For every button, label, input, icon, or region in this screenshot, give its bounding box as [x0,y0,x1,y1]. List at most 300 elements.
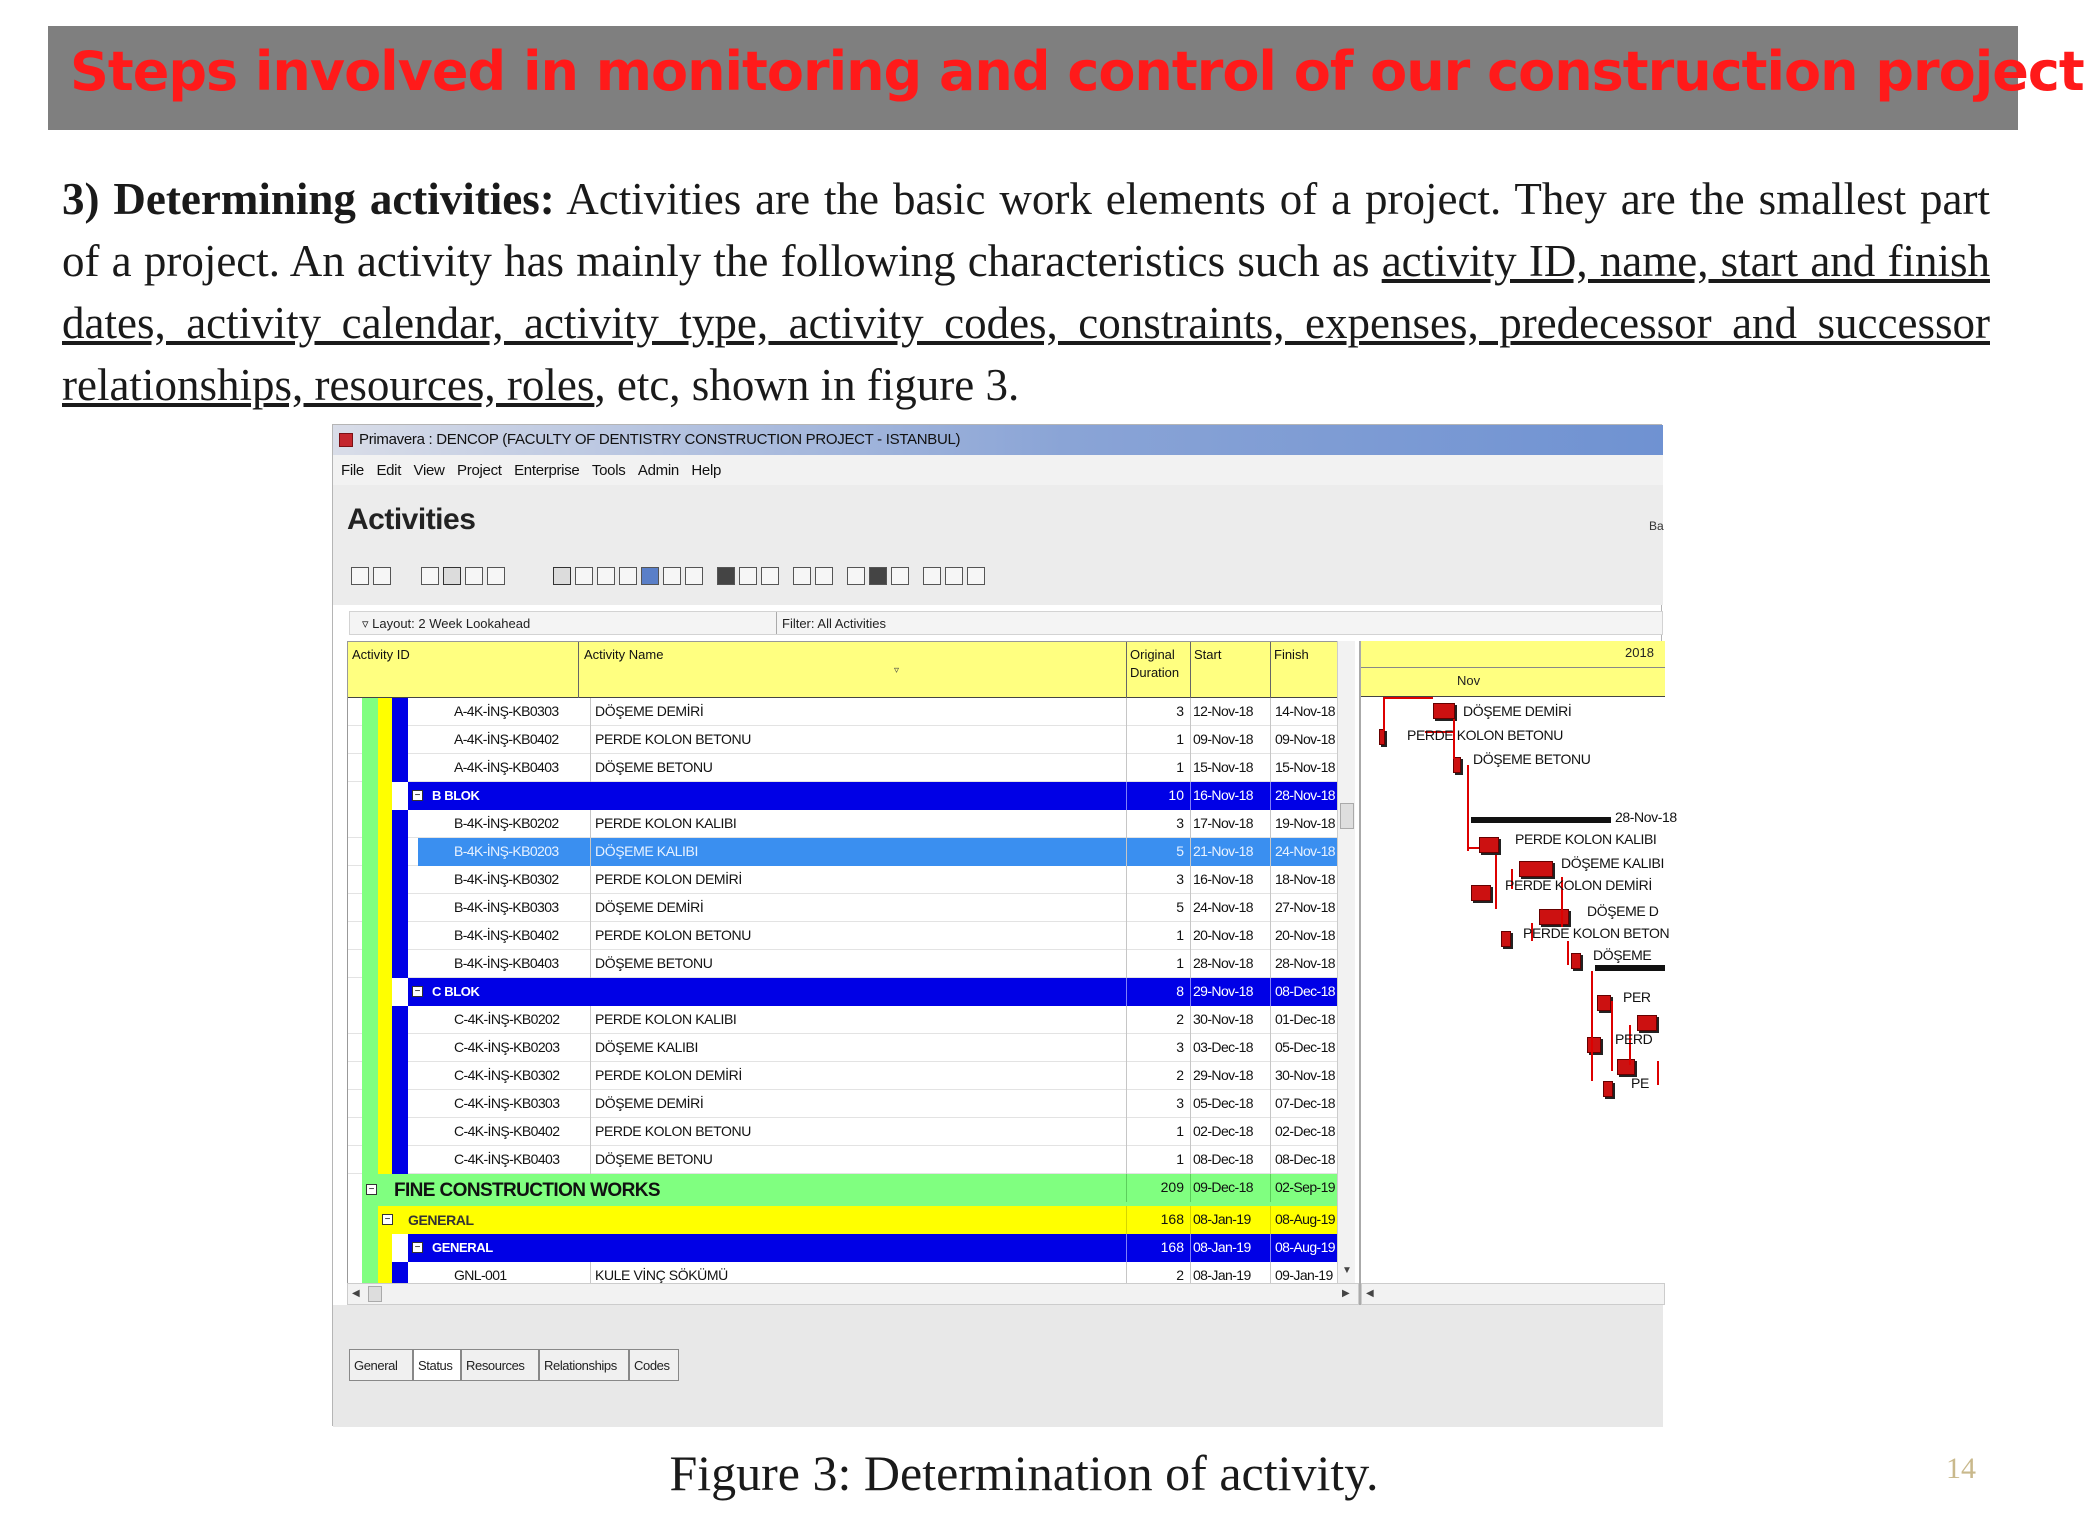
cell-finish: 08-Aug-19 [1270,1206,1350,1234]
cell-activity-name: PERDE KOLON BETONU [590,922,1126,950]
cell-activity-id: C-4K-İNŞ-KB0303 [454,1095,560,1111]
cell-activity-name: DÖŞEME KALIBI [590,838,1126,866]
filter-label[interactable]: Filter: All Activities [782,616,887,631]
gantt-bar-label: PER [1623,989,1651,1005]
window-title-bar [333,425,1663,455]
wbs-level-band [362,726,378,754]
activity-row[interactable] [348,1034,1350,1062]
wbs-level-band [362,698,378,726]
col-original-duration-line2[interactable]: Duration [1130,665,1180,680]
cell-activity-id: B-4K-İNŞ-KB0402 [454,927,559,943]
wbs-level-band [362,1090,378,1118]
wbs-level-band [378,1062,392,1090]
gantt-bar-label: PERDE KOLON DEMİRİ [1505,877,1652,893]
assign-resources-icon[interactable] [847,567,865,585]
apply-actuals-icon[interactable] [739,567,757,585]
cell-finish: 28-Nov-18 [1270,950,1350,978]
collapse-icon[interactable]: − [412,986,423,997]
timescale-year: 2018 [1625,645,1654,660]
bars-icon[interactable] [553,567,571,585]
activity-row[interactable] [348,894,1350,922]
activity-row[interactable] [348,698,1350,726]
hscroll-thumb[interactable] [368,1286,382,1302]
table-horizontal-scrollbar[interactable] [347,1283,1359,1305]
print-icon[interactable] [351,567,369,585]
cell-start: 09-Dec-18 [1190,1174,1270,1202]
gantt-bar[interactable] [1519,861,1553,877]
layout-selector[interactable]: ▿ Layout: 2 Week Lookahead [362,616,531,631]
wbs-level-band [392,922,408,950]
gantt-horizontal-scrollbar[interactable] [1361,1283,1665,1305]
body-paragraph [62,168,1990,416]
wbs-name: GENERAL [408,1212,474,1228]
gantt-bar[interactable] [1617,1059,1635,1075]
wbs-level-band [378,978,392,1006]
cell-finish: 08-Dec-18 [1270,1146,1350,1174]
cell-finish: 27-Nov-18 [1270,894,1350,922]
activity-row[interactable] [348,810,1350,838]
cell-original-duration: 1 [1126,1146,1190,1174]
cell-activity-id: C-4K-İNŞ-KB0403 [454,1151,560,1167]
col-activity-id[interactable]: Activity ID [352,647,410,662]
tab-resources[interactable]: Resources [461,1349,539,1381]
group-sort-icon[interactable] [597,567,615,585]
gantt-bar-label: DÖŞEME [1593,947,1652,963]
relationship-line [1467,847,1479,849]
cell-original-duration: 1 [1126,922,1190,950]
activity-row[interactable] [348,1090,1350,1118]
cell-activity-name: PERDE KOLON DEMİRİ [590,866,1126,894]
relationship-line [1591,1031,1593,1081]
cell-finish: 30-Nov-18 [1270,1062,1350,1090]
relationship-line [1495,855,1497,909]
zoom-fit-icon[interactable] [967,567,985,585]
wbs-level-band [362,782,378,810]
pane-title: Activities [347,503,476,536]
cell-original-duration: 3 [1126,810,1190,838]
cell-original-duration: 168 [1126,1234,1190,1262]
cell-activity-name: PERDE KOLON BETONU [590,726,1126,754]
cell-original-duration: 1 [1126,726,1190,754]
cell-start: 08-Jan-19 [1190,1234,1270,1262]
cell-original-duration: 5 [1126,838,1190,866]
header-divider [578,642,579,698]
wbs-level-band [362,1062,378,1090]
cell-start: 08-Jan-19 [1190,1262,1270,1290]
activity-table [347,641,1349,1283]
gantt-bar-label: DÖŞEME KALIBI [1561,855,1664,871]
wbs-level-band [362,838,378,866]
relationship-line [1467,765,1469,851]
cell-original-duration: 2 [1126,1062,1190,1090]
tab-status[interactable]: Status [413,1349,461,1381]
wbs-level-band [378,782,392,810]
tab-codes[interactable]: Codes [629,1349,679,1381]
cell-start: 05-Dec-18 [1190,1090,1270,1118]
menu-enterprise[interactable]: Enterprise [514,462,580,479]
cell-original-duration: 5 [1126,894,1190,922]
wbs-row[interactable] [348,1206,1350,1234]
col-finish[interactable]: Finish [1274,647,1309,662]
gantt-bar[interactable] [1453,757,1461,773]
wbs-row[interactable] [348,782,1350,810]
wbs-level-band [362,810,378,838]
gantt-summary-label: 28-Nov-18 [1615,809,1677,825]
wbs-level-band [392,1146,408,1174]
gantt-timescale [1361,641,1665,697]
wbs-level-band [378,1090,392,1118]
activity-row[interactable] [348,1006,1350,1034]
wbs-level-band [362,894,378,922]
sort-indicator-icon: ▿ [894,665,900,676]
gantt-bar[interactable] [1571,953,1581,969]
collapse-icon[interactable]: − [366,1184,377,1195]
wbs-name: C BLOK [432,984,480,999]
cell-original-duration: 2 [1126,1006,1190,1034]
cell-start: 03-Dec-18 [1190,1034,1270,1062]
schedule-icon[interactable] [685,567,703,585]
relationship-line [1611,1001,1613,1071]
cell-finish: 20-Nov-18 [1270,922,1350,950]
timescale-icon[interactable] [619,567,637,585]
primavera-screenshot [332,424,1677,1426]
cell-activity-id: GNL-001 [454,1267,507,1283]
cell-finish: 09-Nov-18 [1270,726,1350,754]
cell-activity-name: DÖŞEME DEMİRİ [590,894,1126,922]
wbs-level-band [362,1034,378,1062]
cell-original-duration: 1 [1126,1118,1190,1146]
scroll-right-icon[interactable]: ▶ [1342,1288,1350,1299]
timescale-divider [1361,667,1665,668]
cell-activity-id: B-4K-İNŞ-KB0303 [454,899,559,915]
zoom-out-icon[interactable] [945,567,963,585]
relationship-line [1383,697,1433,699]
cell-activity-name: DÖŞEME KALIBI [590,1034,1126,1062]
gantt-bar[interactable] [1471,885,1491,901]
cell-activity-name: PERDE KOLON DEMİRİ [590,1062,1126,1090]
gantt-bar[interactable] [1433,703,1455,719]
menu-edit[interactable]: Edit [376,462,402,479]
gantt-view-icon[interactable] [443,567,461,585]
cell-finish: 02-Sep-19 [1270,1174,1350,1202]
cell-activity-id: C-4K-İNŞ-KB0203 [454,1039,560,1055]
cell-finish: 19-Nov-18 [1270,810,1350,838]
relationship-line [1591,971,1593,1031]
cell-original-duration: 209 [1126,1174,1190,1202]
table-view-icon[interactable] [421,567,439,585]
wbs-level-band [378,726,392,754]
gantt-bar-label: PERDE KOLON BETON [1523,925,1670,941]
cell-activity-id: A-4K-İNŞ-KB0402 [454,731,559,747]
cell-activity-id: C-4K-İNŞ-KB0302 [454,1067,560,1083]
wbs-level-band [392,838,408,866]
scroll-thumb[interactable] [1340,803,1354,829]
wbs-level-band [392,1062,408,1090]
scroll-left-icon[interactable]: ◀ [352,1288,360,1299]
relationship-lines-icon[interactable] [465,567,483,585]
wbs-level-band [378,894,392,922]
progress-spotlight-icon[interactable] [663,567,681,585]
layout-divider [776,612,777,634]
wbs-level-band [392,810,408,838]
cell-finish: 24-Nov-18 [1270,838,1350,866]
activity-row[interactable] [348,922,1350,950]
activity-row[interactable] [348,1118,1350,1146]
wbs-level-band [392,1090,408,1118]
cell-activity-id: B-4K-İNŞ-KB0403 [454,955,559,971]
cell-original-duration: 168 [1126,1206,1190,1234]
wbs-name: B BLOK [432,788,480,803]
gantt-bar-label: PERDE KOLON KALIBI [1515,831,1657,847]
cell-finish: 07-Dec-18 [1270,1090,1350,1118]
wbs-level-band [378,1118,392,1146]
tab-relationships[interactable]: Relationships [539,1349,629,1381]
cell-original-duration: 2 [1126,1262,1190,1290]
cell-start: 15-Nov-18 [1190,754,1270,782]
wbs-name: FINE CONSTRUCTION WORKS [394,1180,660,1201]
gantt-bar[interactable] [1637,1015,1657,1031]
cell-start: 21-Nov-18 [1190,838,1270,866]
wbs-level-band [362,950,378,978]
wbs-icon[interactable] [869,567,887,585]
scroll-down-icon[interactable]: ▼ [1342,1265,1352,1276]
wbs-row[interactable] [348,978,1350,1006]
primavera-app-icon [339,433,353,447]
cell-activity-name: DÖŞEME DEMİRİ [590,1090,1126,1118]
cell-activity-id: B-4K-İNŞ-KB0203 [418,838,590,866]
menu-project[interactable]: Project [457,462,502,479]
wbs-level-band [362,866,378,894]
summarize-icon[interactable] [761,567,779,585]
gantt-bar[interactable] [1597,995,1611,1011]
menu-help[interactable]: Help [691,462,722,479]
cell-start: 29-Nov-18 [1190,1062,1270,1090]
wbs-level-band [362,1206,378,1234]
cell-start: 02-Dec-18 [1190,1118,1270,1146]
cell-activity-id: B-4K-İNŞ-KB0302 [454,871,559,887]
cell-activity-id: A-4K-İNŞ-KB0303 [454,703,559,719]
cell-finish: 01-Dec-18 [1270,1006,1350,1034]
wbs-level-band [378,754,392,782]
cell-activity-name: KULE VİNÇ SÖKÜMÜ [590,1262,1126,1290]
wbs-level-band [378,1146,392,1174]
cell-finish: 18-Nov-18 [1270,866,1350,894]
cell-original-duration: 8 [1126,978,1190,1006]
cell-activity-id: C-4K-İNŞ-KB0202 [454,1011,560,1027]
wbs-level-band [378,1034,392,1062]
wbs-level-band [392,754,408,782]
activity-row[interactable] [348,838,1350,866]
slide-title: Steps involved in monitoring and control of our construction project [70,40,2084,103]
spell-check-icon[interactable] [891,567,909,585]
activity-row[interactable] [348,950,1350,978]
cell-finish: 15-Nov-18 [1270,754,1350,782]
level-icon[interactable] [717,567,735,585]
gantt-summary-bar [1471,817,1611,823]
menu-view[interactable]: View [413,462,445,479]
wbs-level-band [378,1006,392,1034]
network-view-icon[interactable] [487,567,505,585]
gantt-bar-label: DÖŞEME DEMİRİ [1463,703,1572,719]
gantt-bar-label: DÖŞEME BETONU [1473,751,1591,767]
cell-start: 16-Nov-18 [1190,782,1270,810]
cell-finish: 08-Aug-19 [1270,1234,1350,1262]
wbs-level-band [362,978,378,1006]
gantt-bar[interactable] [1539,909,1569,925]
figure-caption: Figure 3: Determination of activity. [669,1445,1379,1501]
zoom-in-icon[interactable] [923,567,941,585]
cell-activity-name: DÖŞEME BETONU [590,1146,1126,1174]
wbs-level-band [392,1034,408,1062]
activity-row[interactable] [348,1146,1350,1174]
cell-activity-name: DÖŞEME DEMİRİ [590,698,1126,726]
grid-icon[interactable] [815,567,833,585]
wbs-level-band [392,950,408,978]
cell-activity-id: C-4K-İNŞ-KB0402 [454,1123,560,1139]
cell-start: 28-Nov-18 [1190,950,1270,978]
menu-file[interactable]: File [341,462,364,479]
menu-admin[interactable]: Admin [637,462,679,479]
cell-start: 12-Nov-18 [1190,698,1270,726]
wbs-level-band [392,1118,408,1146]
header-divider [1270,642,1271,698]
wbs-name: GENERAL [432,1240,493,1255]
wbs-row[interactable] [348,1234,1350,1262]
cell-original-duration: 10 [1126,782,1190,810]
relationship-line [1383,697,1385,731]
wbs-level-band [392,894,408,922]
col-start[interactable]: Start [1194,647,1222,662]
tab-general[interactable]: General [349,1349,413,1381]
gantt-bar[interactable] [1603,1081,1613,1097]
cell-start: 29-Nov-18 [1190,978,1270,1006]
header-divider [1126,642,1127,698]
gantt-bar[interactable] [1479,837,1499,853]
cell-original-duration: 3 [1126,1034,1190,1062]
print-preview-icon[interactable] [373,567,391,585]
wbs-level-band [378,1234,392,1262]
menu-bar [333,455,1663,485]
cell-start: 08-Jan-19 [1190,1206,1270,1234]
gantt-bar-label: DÖŞEME D [1587,903,1659,919]
cell-activity-id: B-4K-İNŞ-KB0202 [454,815,559,831]
cell-start: 09-Nov-18 [1190,726,1270,754]
relationship-line [1657,1061,1659,1085]
cell-activity-name: PERDE KOLON KALIBI [590,1006,1126,1034]
activity-row[interactable] [348,726,1350,754]
wbs-level-band [392,866,408,894]
side-mark: Ba [1649,519,1664,533]
table-vertical-scrollbar[interactable] [1337,641,1355,1283]
cell-activity-name: PERDE KOLON BETONU [590,1118,1126,1146]
gantt-bar[interactable] [1587,1037,1601,1053]
wbs-level-band [362,1006,378,1034]
columns-icon[interactable] [575,567,593,585]
col-original-duration-line1[interactable]: Original [1130,647,1175,662]
wbs-level-band [392,726,408,754]
wbs-level-band [378,950,392,978]
collapse-icon[interactable]: − [382,1214,393,1225]
gantt-bar-label: PE [1631,1075,1649,1091]
cell-start: 17-Nov-18 [1190,810,1270,838]
activity-row[interactable] [348,1062,1350,1090]
wbs-level-band [378,866,392,894]
cell-finish: 08-Dec-18 [1270,978,1350,1006]
cell-activity-id: A-4K-İNŞ-KB0403 [454,759,559,775]
timescale-month: Nov [1457,673,1481,688]
cell-activity-name: DÖŞEME BETONU [590,950,1126,978]
cell-activity-name: DÖŞEME BETONU [590,754,1126,782]
cell-finish: 09-Jan-19 [1270,1262,1350,1290]
cell-activity-name: PERDE KOLON KALIBI [590,810,1126,838]
relationship-line [1567,941,1569,965]
window-title: Primavera : DENCOP (FACULTY OF DENTISTRY CONSTRUCTION PROJECT - ISTANBUL) [359,431,961,448]
cell-finish: 14-Nov-18 [1270,698,1350,726]
wbs-level-band [362,1118,378,1146]
slide-title-bar [48,26,2084,130]
gantt-bar[interactable] [1379,729,1385,745]
gantt-bar-label: PERD [1615,1031,1653,1047]
cell-original-duration: 3 [1126,1090,1190,1118]
cell-start: 20-Nov-18 [1190,922,1270,950]
cell-original-duration: 1 [1126,950,1190,978]
col-activity-name[interactable]: Activity Name [584,647,664,662]
wbs-level-band [378,922,392,950]
cell-start: 16-Nov-18 [1190,866,1270,894]
wbs-level-band [392,1006,408,1034]
activities-pane-header [333,485,1663,551]
wbs-level-band [378,698,392,726]
cell-start: 30-Nov-18 [1190,1006,1270,1034]
gantt-summary-bar [1595,965,1665,971]
paragraph-text: Activities are the basic work elements of a project. They are the smallest part of a project. An activity has mainly the following characteristics such as [62,174,1990,286]
paragraph-tail: , etc, shown in figure 3. [594,360,1020,410]
gantt-scroll-left-icon[interactable]: ◀ [1366,1288,1374,1299]
activity-row[interactable] [348,754,1350,782]
header-divider [1190,642,1191,698]
layout-filter-bar [349,611,1663,635]
cell-original-duration: 3 [1126,866,1190,894]
collapse-icon[interactable]: − [412,790,423,801]
wbs-level-band [362,1234,378,1262]
table-header [348,642,1350,698]
wbs-level-band [392,698,408,726]
cell-finish: 28-Nov-18 [1270,782,1350,810]
wbs-level-band [362,922,378,950]
activities-toolbar [333,551,1663,605]
wbs-row[interactable] [348,1174,1350,1206]
page-number: 14 [1946,1452,1976,1485]
cell-finish: 05-Dec-18 [1270,1034,1350,1062]
layout-icon[interactable] [641,567,659,585]
wbs-level-band [362,754,378,782]
collapse-icon[interactable]: − [412,1242,423,1253]
gantt-bar-label: PERDE KOLON BETONU [1407,727,1563,743]
cell-original-duration: 1 [1126,754,1190,782]
gantt-chart [1359,641,1677,1305]
cell-start: 24-Nov-18 [1190,894,1270,922]
cell-original-duration: 3 [1126,698,1190,726]
menu-tools[interactable]: Tools [591,462,626,479]
paragraph-lead: 3) Determining activities: [62,174,555,224]
activity-row[interactable] [348,866,1350,894]
wbs-level-band [362,1146,378,1174]
wbs-level-band [378,810,392,838]
filter-icon[interactable] [793,567,811,585]
cell-start: 08-Dec-18 [1190,1146,1270,1174]
gantt-bar[interactable] [1501,931,1511,947]
wbs-level-band [378,838,392,866]
